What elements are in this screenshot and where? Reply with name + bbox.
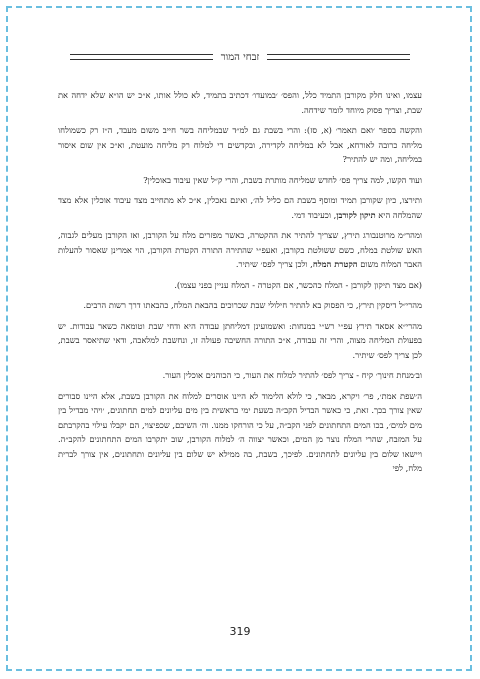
header-rule-right <box>267 54 410 60</box>
paragraph-text: , ולכן צריך לפס׳ שיתיר. <box>235 259 313 269</box>
paragraph-text: ומהר״מ מרוטנבורג תירץ, שצריך להתיר את ההקטרה, כאשר מפזרים מלח על הקורבן, ואז הקורבן מעלים לגבוה, האש שולטת במלח, כשם ששולטת בקורבן, ואעפ״י שהתירה התורה הקטרת הקורבן, הוי אמרינן שאסור להעלות האבר המלוח משום <box>58 230 422 269</box>
paragraph: והקשה בספר ׳ואם תאמר׳ (א, סז): והרי בשבת גם למ״ד שבמליחה בשר חייב משום מעבד, ה״ז רק כשמולחו מליחה כרובה לאורחא, אבל לא במליחה לקדירה, ובקדשים די למלוח רק מליחה מועטת, וא״כ אין שום איסור במליחה, ומה יש להתיר? <box>58 125 422 164</box>
paragraph-text: ותירצו, כיון שקורבן תמיד ומוסף בשבת הם כליל לה׳, ואינם נאכלין, א״כ לא מתחייב מצד עיבוד אוכלין אלא מצד שהמלחה היא <box>58 195 422 220</box>
paragraph: מהרי״ל דיסקין תירץ, כי הפסוק בא להתיר חילולי שבת שכרוכים בהבאת המלח, כהבאתו דרך רשות הרבים. <box>83 300 422 310</box>
paragraph: מהרי״א אסאד תירץ עפ״י רש״י במנחות: ואשמועינן דמליחתן עבודה היא ודחי שבת וטומאה כשאר עבודות. יש בפעולת המליחה מצוה, והרי זה עבודה, א״כ התורה החשיבה פעולה זו, ונחשבת למלאכה, ודאי שתיאסר בשבת, לכן צריך לפס׳ שיתיר. <box>58 320 422 360</box>
page-number: 319 <box>229 625 251 638</box>
running-header <box>70 47 410 67</box>
paragraph: (אם מצד תיקון לקורבן - המלח כהכשר, אם הקטרה - המלח עניין בפני עצמו). <box>174 279 422 290</box>
paragraph: ועוד הקשו, למה צריך פס׳ לחדש שמליחה מותרת בשבת, והרי ק״ל שאין עיבוד באוכלין? <box>143 174 422 185</box>
paragraph: עצמו, ואינו חלק מקורבן התמיד כלל, והפס׳ ׳במועדו׳ דכתיב בתמיד, לא כולל אותו, א״כ יש הו״א שלא ידחה את שבת, וצריך פסוק מיוחד לומר שידחה. <box>58 90 422 115</box>
header-rule-left <box>70 54 213 60</box>
bold-term: תיקון לקורבן <box>336 209 376 220</box>
paragraph-text: , וכעיבוד דמי. <box>291 209 337 220</box>
header-title: זבחי המור <box>220 51 260 63</box>
paragraph: ה׳שפת אמת׳, פר׳ ויקרא, מבאר, כי לולא הלימוד לא היינו אוסרים למלוח את הקורבן בשבת, אלא היינו סבורים שאין צורך בכך. זאת, כי כאשר הבדיל הקב״ה בשעת ימי בראשית בין מים עליונים למים תחתונים, ׳ויהי מבדיל בין מים למים׳, בכו המים התחתונים לפני הקב״ה, על כי הורחקו ממנו. וה׳ השיבם, שכפיצוי, הם יקבלו עילוי בהקרבתם על המזבח, שהרי המלח נוצר מן המים, וכאשר יצווה ה׳ למלוח הקורבן, שוב יתקרבו המים התחתונים להקב״ה. ויישאו שלום בין עליונים לתחתונים. לפיכך, בשבת, בה ממילא יש שלום בין עליונים ותחתונים, אין צורך לברית מלח, לפי <box>58 390 422 473</box>
page-body <box>58 88 422 482</box>
paragraph <box>58 228 422 272</box>
bold-term: הקטרת המלח <box>312 259 358 269</box>
paragraph <box>58 193 422 222</box>
paragraph: וב׳מנחת חינוך׳ קיח - צריך לפס׳ להתיר למלוח את העור, כי הכוהנים אוכלין העור. <box>162 370 422 380</box>
